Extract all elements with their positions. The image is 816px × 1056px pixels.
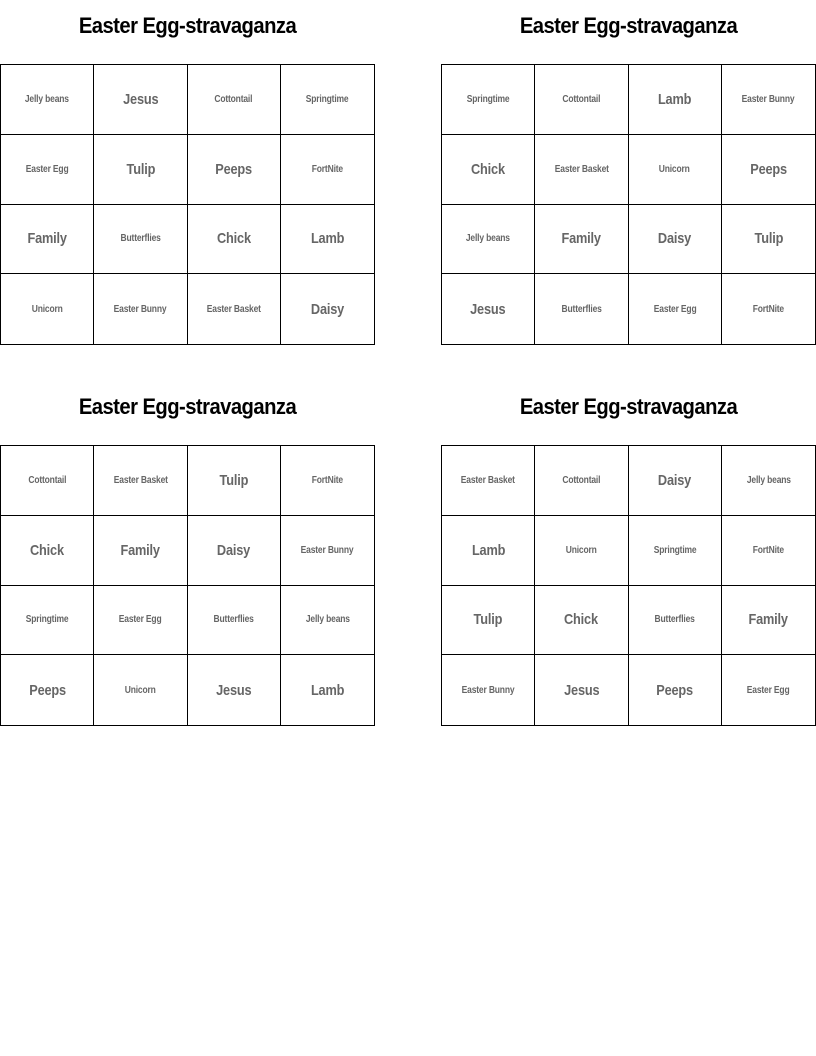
bingo-cell: Daisy	[629, 205, 722, 275]
bingo-cell: Family	[94, 516, 187, 586]
bingo-cell: Cottontail	[535, 446, 628, 516]
bingo-cell: Unicorn	[629, 135, 722, 205]
bingo-cell: Easter Egg	[629, 274, 722, 344]
bingo-cell: Jelly beans	[722, 446, 815, 516]
bingo-cell: Peeps	[629, 655, 722, 725]
card-title: Easter Egg-stravaganza	[78, 13, 297, 38]
bingo-grid	[441, 445, 816, 726]
card-title: Easter Egg-stravaganza	[78, 394, 297, 419]
bingo-cell: Butterflies	[94, 205, 187, 275]
bingo-cell: Daisy	[629, 446, 722, 516]
bingo-cell: Jelly beans	[281, 586, 374, 656]
bingo-cell: FortNite	[722, 516, 815, 586]
bingo-grid	[0, 445, 375, 726]
bingo-cell: Unicorn	[535, 516, 628, 586]
bingo-cell: Cottontail	[188, 65, 281, 135]
card-title: Easter Egg-stravaganza	[519, 13, 738, 38]
bingo-cell: Chick	[535, 586, 628, 656]
bingo-cell: Tulip	[722, 205, 815, 275]
bingo-cell: Unicorn	[1, 274, 94, 344]
bingo-cell: Tulip	[188, 446, 281, 516]
bingo-cell: Easter Bunny	[722, 65, 815, 135]
bingo-cell: Jesus	[535, 655, 628, 725]
bingo-cell: Butterflies	[188, 586, 281, 656]
bingo-cell: Easter Egg	[747, 684, 790, 696]
bingo-cell: Peeps	[188, 135, 281, 205]
bingo-cell: Easter Egg	[94, 586, 187, 656]
bingo-cell: Lamb	[442, 516, 535, 586]
bingo-cell: Jesus	[188, 655, 281, 725]
bingo-cell: Butterflies	[535, 274, 628, 344]
bingo-cell: Jelly beans	[1, 65, 94, 135]
bingo-cell: Butterflies	[629, 586, 722, 656]
bingo-cell: Peeps	[722, 135, 815, 205]
bingo-cell: FortNite	[281, 135, 374, 205]
bingo-cell: Cottontail	[535, 65, 628, 135]
bingo-grid	[0, 64, 375, 345]
bingo-cell: Easter Bunny	[281, 516, 374, 586]
bingo-cell: Family	[722, 586, 815, 656]
bingo-cell: FortNite	[281, 446, 374, 516]
bingo-cell: Jelly beans	[442, 205, 535, 275]
bingo-cell: Springtime	[629, 516, 722, 586]
bingo-cell: Springtime	[442, 65, 535, 135]
bingo-cell: FortNite	[752, 303, 784, 315]
bingo-cell: Easter Bunny	[442, 655, 535, 725]
bingo-cell: Easter Basket	[442, 446, 535, 516]
bingo-cell: Easter Basket	[188, 274, 281, 344]
bingo-cell: Daisy	[188, 516, 281, 586]
bingo-cell: Easter Egg	[1, 135, 94, 205]
bingo-cell: Chick	[1, 516, 94, 586]
bingo-cell: Chick	[188, 205, 281, 275]
bingo-cell: Peeps	[1, 655, 94, 725]
bingo-cell: Easter Bunny	[94, 274, 187, 344]
bingo-cell: Lamb	[281, 205, 374, 275]
bingo-cell: Springtime	[1, 586, 94, 656]
bingo-cell: Tulip	[94, 135, 187, 205]
card-title: Easter Egg-stravaganza	[519, 394, 738, 419]
bingo-cell: Lamb	[310, 681, 345, 699]
bingo-cell: Family	[535, 205, 628, 275]
bingo-cell: Tulip	[442, 586, 535, 656]
bingo-cell: Jesus	[442, 274, 535, 344]
bingo-cell: Springtime	[281, 65, 374, 135]
bingo-cell: Family	[1, 205, 94, 275]
bingo-cell: Chick	[442, 135, 535, 205]
bingo-cell: Daisy	[310, 300, 344, 318]
bingo-cell: Easter Basket	[94, 446, 187, 516]
bingo-grid	[441, 64, 816, 345]
bingo-cell: Unicorn	[94, 655, 187, 725]
bingo-cell: Easter Basket	[535, 135, 628, 205]
bingo-cell: Jesus	[94, 65, 187, 135]
bingo-cell: Lamb	[629, 65, 722, 135]
bingo-cell: Cottontail	[1, 446, 94, 516]
